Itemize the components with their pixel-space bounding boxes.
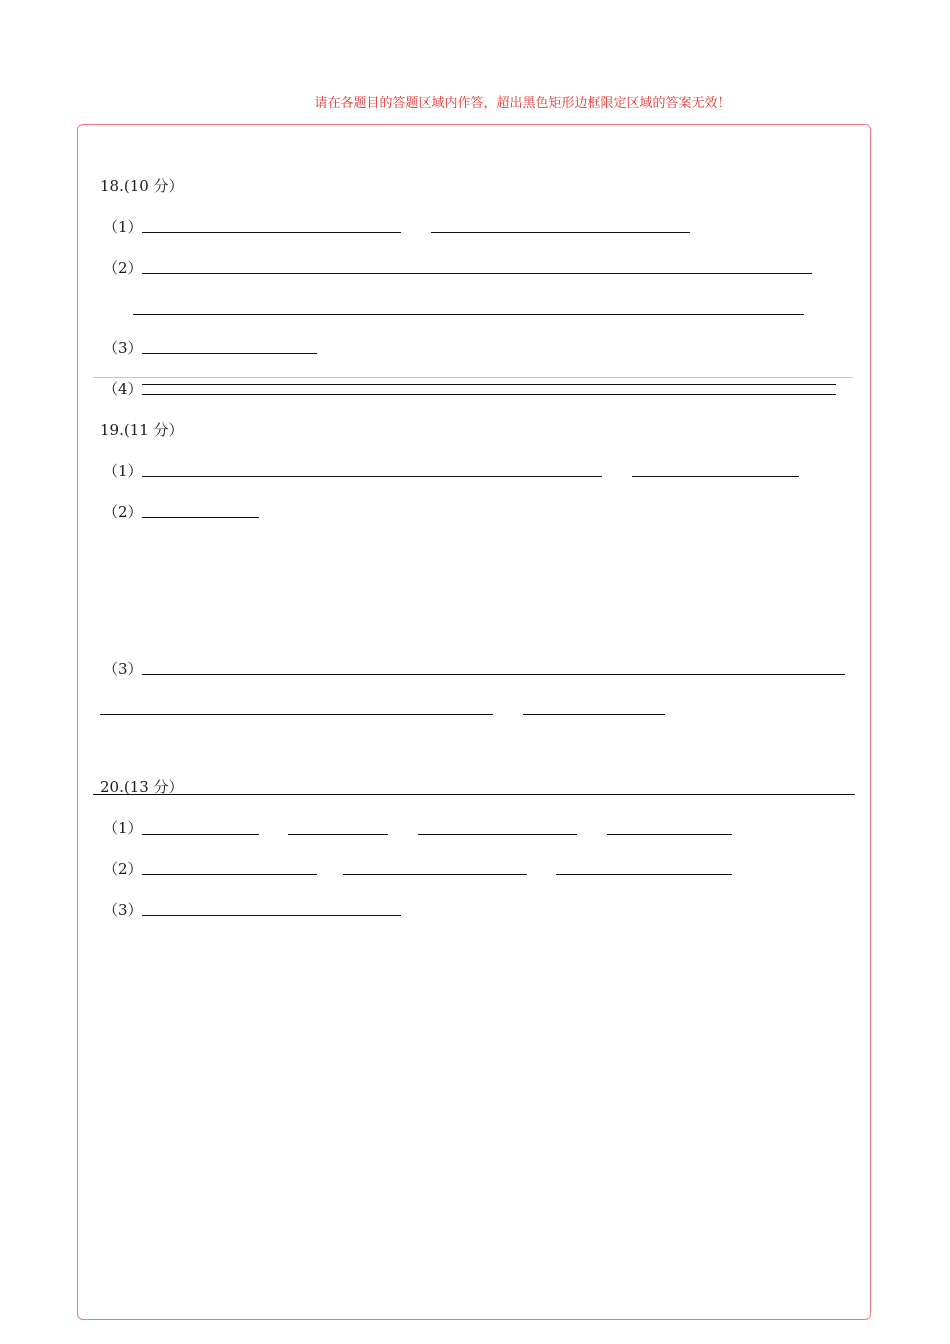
q19-part2-label: （2） <box>103 503 143 521</box>
q19-part3-label: （3） <box>103 660 143 678</box>
q19-part3-blank-line2[interactable] <box>100 714 493 715</box>
q20-title: 20.(13 分） <box>100 778 184 796</box>
q20-part2-label: （2） <box>103 860 143 878</box>
q20-part1-blank-c[interactable] <box>418 834 577 835</box>
q20-part2-blank-b[interactable] <box>343 874 527 875</box>
q18-title: 18.(10 分） <box>100 177 184 195</box>
q18-part3-blank[interactable] <box>142 353 317 354</box>
q19-part3-blank-line2b[interactable] <box>523 714 665 715</box>
q20-part3-blank[interactable] <box>142 915 401 916</box>
q19-part2-blank[interactable] <box>142 517 259 518</box>
q19-part1-blank-b[interactable] <box>632 476 799 477</box>
q19-part1-blank-a[interactable] <box>142 476 602 477</box>
q18-part1-blank-a[interactable] <box>142 232 401 233</box>
answer-area-frame <box>77 124 871 1320</box>
q18-part2-blank-line2[interactable] <box>133 314 804 315</box>
q20-part1-label: （1） <box>103 819 143 837</box>
section-divider <box>93 377 853 378</box>
q19-part1-label: （1） <box>103 462 143 480</box>
q18-part2-blank-line1[interactable] <box>142 273 812 274</box>
q20-part1-blank-d[interactable] <box>607 834 732 835</box>
q18-part1-label: （1） <box>103 218 143 236</box>
q18-part4-blank-top[interactable] <box>142 384 836 385</box>
q18-part2-label: （2） <box>103 259 143 277</box>
q18-part4-blank[interactable] <box>142 394 836 395</box>
q20-part1-blank-a[interactable] <box>142 834 259 835</box>
q20-part2-blank-a[interactable] <box>142 874 317 875</box>
q18-part3-label: （3） <box>103 339 143 357</box>
q19-part3-blank-line1[interactable] <box>142 674 845 675</box>
out-of-area-warning: 请在各题目的答题区域内作答，超出黑色矩形边框限定区域的答案无效！ <box>314 96 731 111</box>
q20-part2-blank-c[interactable] <box>556 874 732 875</box>
q18-part1-blank-b[interactable] <box>431 232 690 233</box>
q20-part3-label: （3） <box>103 901 143 919</box>
q20-title-rule <box>93 794 855 795</box>
q18-part4-label: （4） <box>103 380 143 398</box>
q20-part1-blank-b[interactable] <box>288 834 388 835</box>
q19-title: 19.(11 分） <box>100 421 184 439</box>
